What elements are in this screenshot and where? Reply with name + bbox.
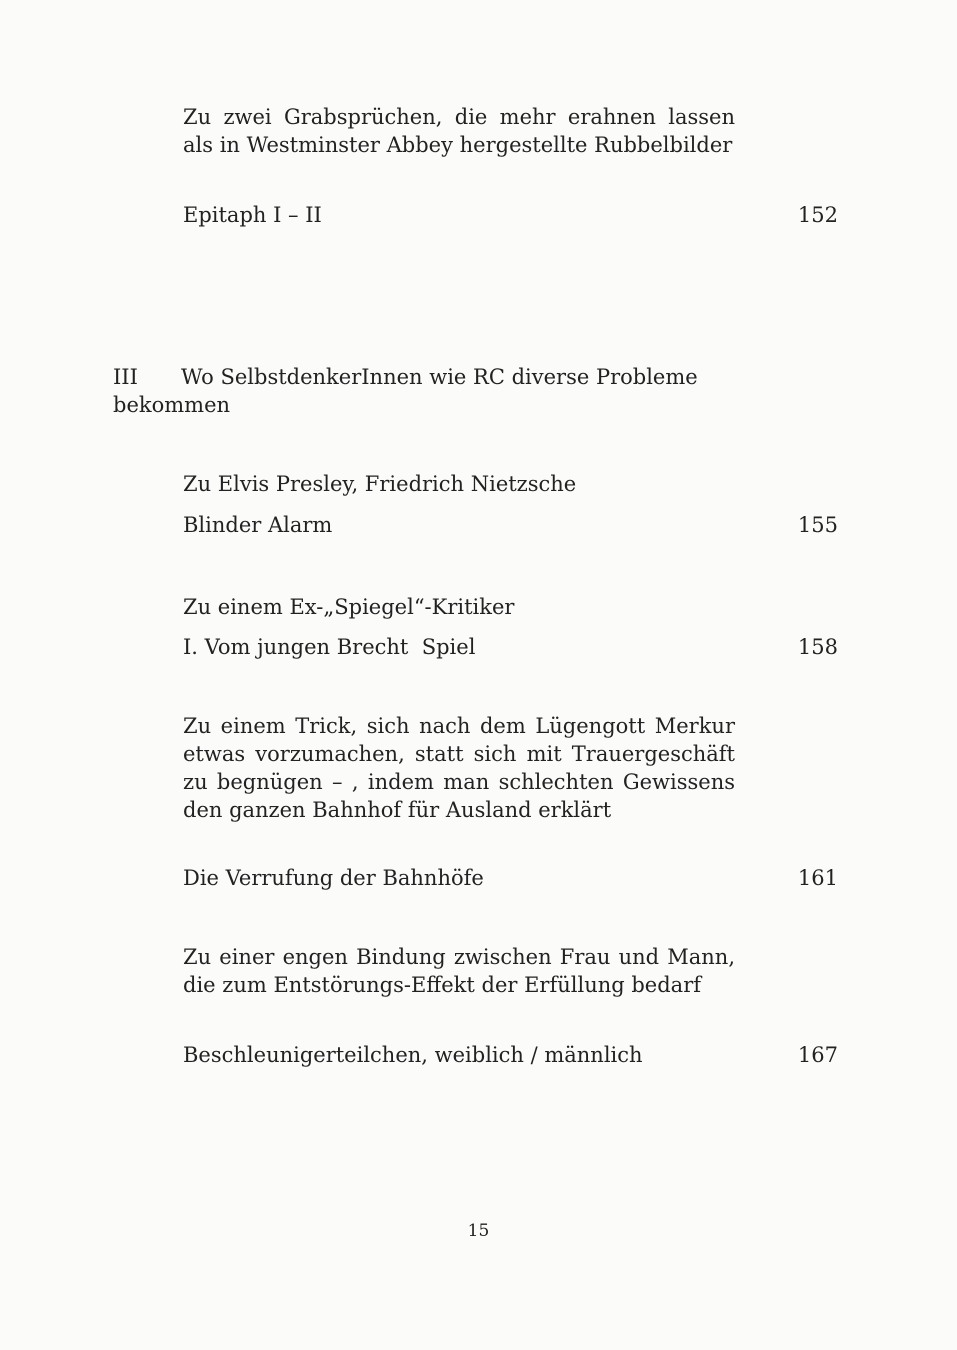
toc-entry-page: 167 (797, 1043, 838, 1067)
toc-entry-title: Epitaph I – II (183, 203, 322, 227)
toc-entry-page: 155 (797, 513, 838, 537)
toc-entry-page: 161 (797, 866, 838, 890)
toc-entry-page: 158 (797, 635, 838, 659)
toc-entry-intro: Zu Elvis Presley, Friedrich Nietzsche (183, 472, 577, 496)
toc-entry-title: Beschleunigerteilchen, weiblich / männlich (183, 1043, 643, 1067)
toc-entry-row (183, 201, 838, 229)
page-number: 15 (467, 1221, 490, 1241)
toc-entry-page: 152 (797, 203, 838, 227)
toc-entry-row (183, 511, 838, 539)
toc-entry-title: Die Verrufung der Bahnhöfe (183, 866, 484, 890)
toc-entry-intro: Zu einem Trick, sich nach dem Lügengott Merkur etwas vorzumachen, statt sich mit Trauergeschäft zu begnügen – , indem man schlechten Gewissens den ganzen Bahnhof für Ausland erklärt (183, 714, 735, 822)
toc-entry-intro: Zu einem Ex-„Spiegel“-Kritiker (183, 595, 515, 619)
toc-entry-row (183, 1041, 838, 1069)
toc-entry-row (183, 864, 838, 892)
toc-entry-title: I. Vom jungen Brecht Spiel (183, 635, 476, 659)
section-number: III (113, 365, 138, 389)
section-title: Wo SelbstdenkerInnen wie RC diverse Probleme bekommen (113, 365, 698, 417)
toc-entry-intro: Zu einer engen Bindung zwischen Frau und Mann, die zum Entstörungs-Effekt der Erfüllung bedarf (183, 945, 735, 997)
toc-entry-title: Blinder Alarm (183, 513, 333, 537)
section-heading (113, 363, 753, 419)
toc-entry-row (183, 633, 838, 661)
toc-entry-intro: Zu zwei Grabsprüchen, die mehr erahnen lassen als in Westminster Abbey hergestellte Rubbelbilder (183, 105, 735, 157)
